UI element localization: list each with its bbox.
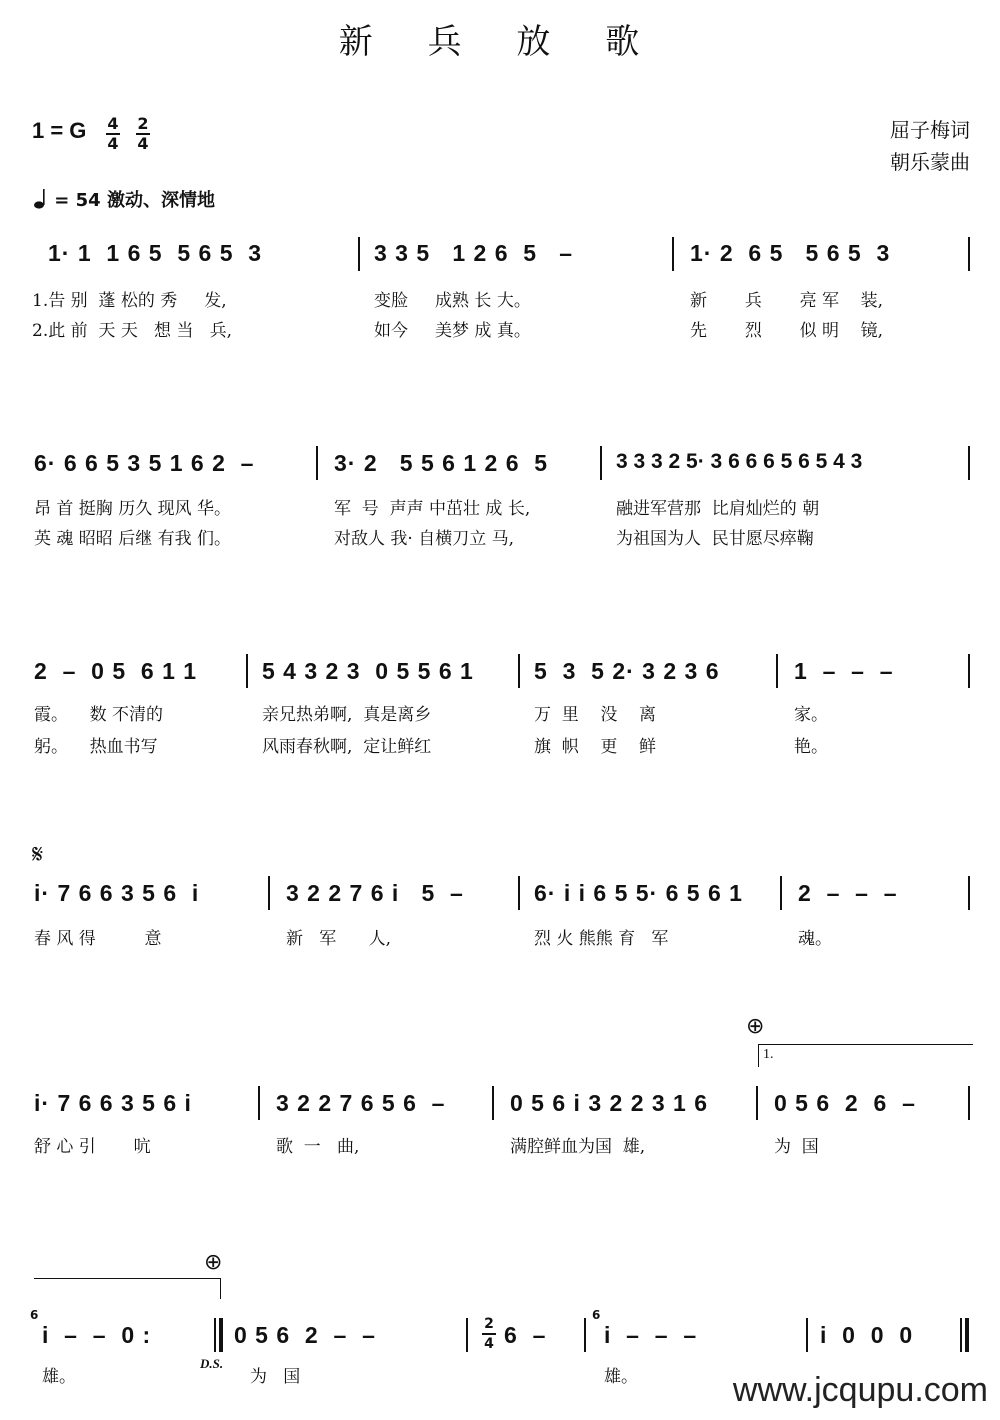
system3-verse2-part1: 躬。 热血书写: [34, 737, 158, 757]
system3-verse1-part2: 亲兄热弟啊, 真是离乡: [262, 705, 432, 725]
barline: [806, 1318, 808, 1352]
system1-verse1-part2: 变脸 成熟 长 大。: [374, 291, 531, 311]
system6-measure5: i 0 0 0: [820, 1322, 914, 1348]
system1-measure3: 1· 2 6 5 5 6 5 3: [690, 240, 891, 266]
barline: [518, 876, 520, 910]
system4-verse1-part1: 春 风 得 意: [34, 929, 162, 949]
time-signature-2-4-inline: 2 4: [482, 1316, 496, 1352]
final-barline-thin: [960, 1318, 962, 1352]
segno-icon: 𝄋: [32, 840, 44, 870]
grace-note: 6: [592, 1308, 601, 1322]
system2-verse2-part1: 英 魂 昭昭 后继 有我 们。: [34, 529, 232, 549]
tempo-marking: = 54 激动、深情地: [34, 186, 215, 212]
system3-measure4: 1 – – –: [794, 658, 894, 684]
system6-verse1-part2: 为 国: [250, 1367, 301, 1387]
barline: [968, 446, 970, 480]
barline: [776, 654, 778, 688]
system3-verse1-part1: 霞。 数 不清的: [34, 705, 164, 725]
watermark: www.jcqupu.com: [732, 1371, 988, 1409]
system6-verse1-part4: 雄。: [604, 1367, 638, 1387]
barline: [258, 1086, 260, 1120]
system1-verse2-part2: 如今 美梦 成 真。: [374, 321, 531, 341]
repeat-barline-thick: [219, 1318, 223, 1352]
system4-measure3: 6· i i 6 5 5· 6 5 6 1: [534, 880, 743, 906]
system2-verse2-part2: 对敌人 我· 自横刀立 马,: [334, 529, 515, 549]
system2-measure2: 3· 2 5 5 6 1 2 6 5: [334, 450, 549, 476]
time-signature-4-4: 4 4: [107, 114, 119, 153]
barline: [968, 654, 970, 688]
system5-verse1-part4: 为 国: [774, 1137, 819, 1157]
system5-measure3: 0 5 6 i 3 2 2 3 1 6: [510, 1090, 709, 1116]
volta-bracket-end: [34, 1278, 221, 1299]
system3-verse2-part4: 艳。: [794, 737, 828, 757]
system1-measure1: 1· 1 1 6 5 5 6 5 3: [48, 240, 263, 266]
system2-measure3: 3 3 3 2 5· 3 6 6 6 5 6 5 4 3: [616, 450, 863, 473]
system3-verse2-part2: 风雨春秋啊, 定让鲜红: [262, 737, 432, 757]
system1-verse1-part1: 1.告 别 蓬 松的 秀 发,: [32, 291, 227, 311]
system5-verse1-part1: 舒 心 引 吭: [34, 1137, 151, 1157]
system1-verse2-part3: 先 烈 似 明 镜,: [690, 321, 884, 341]
composer-credit: 朝乐蒙曲: [890, 150, 970, 174]
barline: [358, 237, 360, 271]
coda-icon: ⊕: [746, 1014, 765, 1039]
system5-measure2: 3 2 2 7 6 5 6 –: [276, 1090, 446, 1116]
system3-measure3: 5 3 5 2· 3 2 3 6: [534, 658, 720, 684]
system5-measure1: i· 7 6 6 3 5 6 i: [34, 1090, 192, 1116]
system1-verse2-part1: 2.此 前 天 天 想 当 兵,: [32, 321, 233, 341]
system5-verse1-part3: 满腔鲜血为国 雄,: [510, 1137, 646, 1157]
barline: [756, 1086, 758, 1120]
system3-measure1: 2 – 0 5 6 1 1: [34, 658, 198, 684]
volta-bracket: [758, 1044, 973, 1067]
barline: [672, 237, 674, 271]
barline: [518, 654, 520, 688]
system3-verse2-part3: 旗 帜 更 鲜: [534, 737, 657, 757]
page-title: 新 兵 放 歌: [338, 22, 662, 62]
barline: [246, 654, 248, 688]
system6-measure4: i – – –: [604, 1322, 698, 1348]
barline: [968, 876, 970, 910]
coda-icon: ⊕: [204, 1250, 223, 1275]
system6-measure2: 0 5 6 2 – –: [234, 1322, 376, 1348]
system2-measure1: 6· 6 6 5 3 5 1 6 2 –: [34, 450, 255, 476]
system2-verse1-part2: 军 号 声声 中茁壮 成 长,: [334, 499, 531, 519]
key-signature: 1 = G: [32, 118, 87, 143]
system1-measure2: 3 3 5 1 2 6 5 –: [374, 240, 574, 266]
system5-measure4: 0 5 6 2 6 –: [774, 1090, 916, 1116]
system2-verse2-part3: 为祖国为人 民甘愿尽瘁鞠: [616, 529, 814, 549]
system6-measure3: 6 –: [504, 1322, 547, 1348]
ds-marking: D.S.: [200, 1356, 224, 1371]
repeat-barline: [214, 1318, 216, 1352]
system2-verse1-part1: 昂 首 挺胸 历久 现风 华。: [34, 499, 232, 519]
system4-measure2: 3 2 2 7 6 i 5 –: [286, 880, 464, 906]
system1-verse1-part3: 新 兵 亮 军 装,: [690, 291, 884, 311]
system2-verse1-part3: 融进军营那 比肩灿烂的 朝: [616, 499, 820, 519]
system6-measure1: i – – 0 :: [42, 1322, 152, 1348]
lyricist-credit: 屈子梅词: [890, 118, 970, 142]
system4-verse1-part2: 新 军 人,: [286, 929, 392, 949]
system4-verse1-part3: 烈 火 熊熊 育 军: [534, 929, 669, 949]
barline: [600, 446, 602, 480]
barline: [316, 446, 318, 480]
quarter-note-icon: [34, 188, 48, 210]
barline: [780, 876, 782, 910]
barline: [466, 1318, 468, 1352]
system4-verse1-part4: 魂。: [798, 929, 832, 949]
system5-verse1-part2: 歌 一 曲,: [276, 1137, 360, 1157]
grace-note: 6: [30, 1308, 39, 1322]
system3-measure2: 5 4 3 2 3 0 5 5 6 1: [262, 658, 474, 684]
barline: [968, 237, 970, 271]
final-barline-thick: [965, 1318, 969, 1352]
barline: [968, 1086, 970, 1120]
time-signature-2-4: 2 4: [137, 114, 149, 153]
system3-verse1-part4: 家。: [794, 705, 828, 725]
barline: [268, 876, 270, 910]
system3-verse1-part3: 万 里 没 离: [534, 705, 657, 725]
system4-measure1: i· 7 6 6 3 5 6 i: [34, 880, 200, 906]
volta-label: 1.: [763, 1047, 774, 1062]
barline: [584, 1318, 586, 1352]
system6-verse1-part1: 雄。: [42, 1367, 76, 1387]
barline: [492, 1086, 494, 1120]
system4-measure4: 2 – – –: [798, 880, 898, 906]
